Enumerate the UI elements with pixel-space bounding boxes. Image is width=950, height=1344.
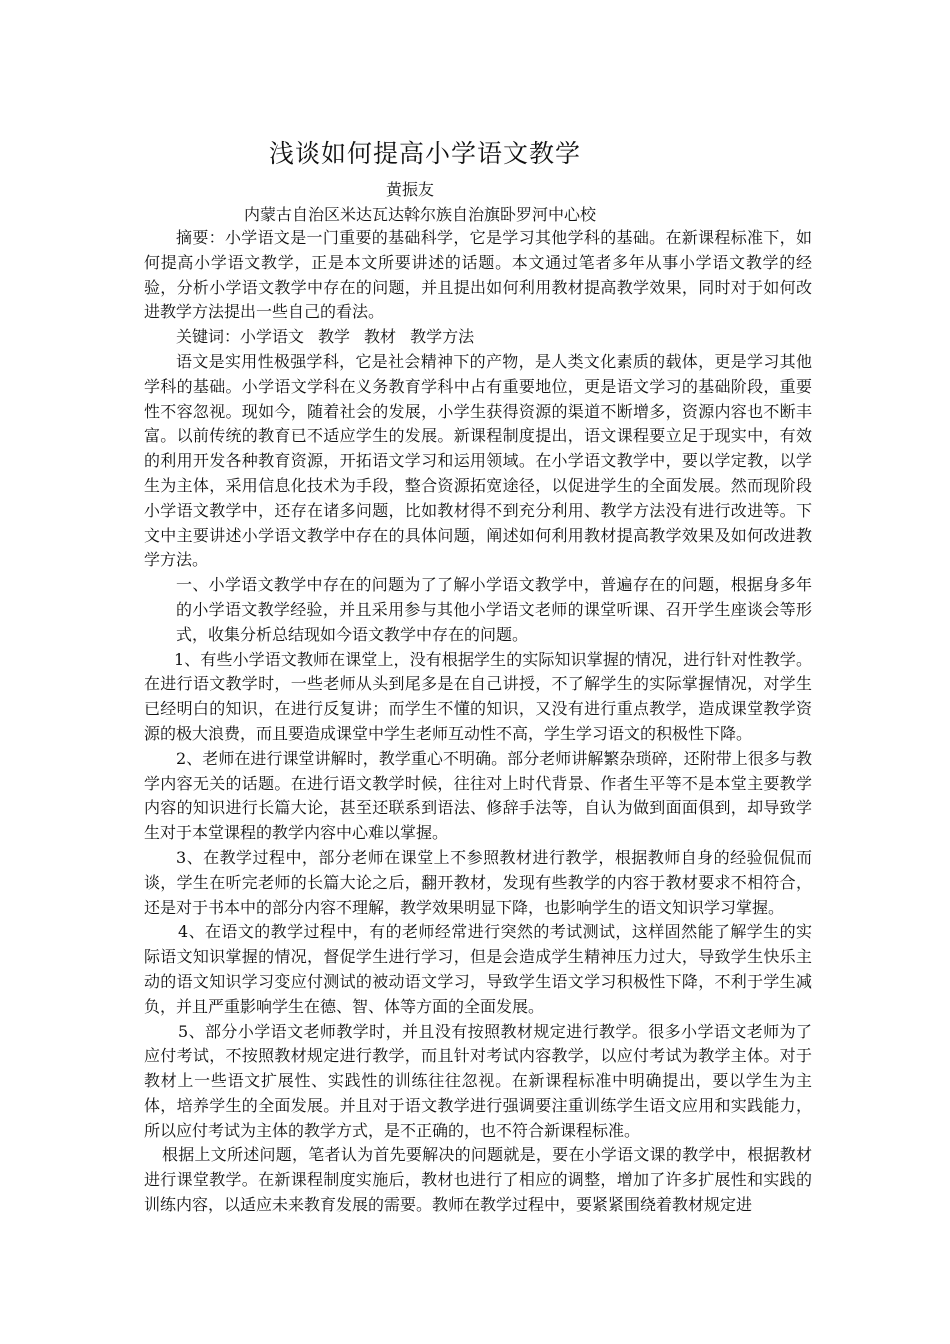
problem-item-3: 3、在教学过程中，部分老师在课堂上不参照教材进行教学，根据教师自身的经验侃侃而谈，学生在听完老师的长篇大论之后，翻开教材，发现有些教学的内容于教材要求不相符合，还是对于书本中的部分内容不理解，教学效果明显下降，也影响学生的语文知识学习掌握。	[144, 847, 812, 917]
intro-paragraph: 语文是实用性极强学科，它是社会精神下的产物，是人类文化素质的载体，更是学习其他学科的基础。小学语文学科在义务教育学科中占有重要地位，更是语文学习的基础阶段，重要性不容忽视。现如今，随着社会的发展，小学生获得资源的渠道不断增多，资源内容也不断丰富。以前传统的教育已不适应学生的发展。新课程制度提出，语文课程要立足于现实中，有效的利用开发各种教育资源，开拓语文学习和运用领域。在小学语文教学中，要以学定教，以学生为主体，采用信息化技术为手段，整合资源拓宽途径，以促进学生的全面发展。然而现阶段小学语文教学中，还存在诸多问题，比如教材得不到充分利用、教学方法没有进行改进等。下文中主要讲述小学语文教学中存在的具体问题，阐述如何利用教材提高教学效果及如何改进教学方法。	[144, 351, 812, 570]
problem-item-1: 1、有些小学语文教师在课堂上，没有根据学生的实际知识掌握的情况，进行针对性教学。在进行语文教学时，一些老师从头到尾多是在自己讲授，不了解学生的实际掌握情况，对学生已经明白的知识，在进行反复讲；而学生不懂的知识，又没有进行重点教学，造成课堂教学资源的极大浪费，而且要造成课堂中学生老师互动性不高，学生学习语文的积极性下降。	[144, 649, 812, 743]
author-name: 黄振友	[385, 180, 434, 199]
keyword: 小学语文	[240, 327, 305, 347]
abstract-paragraph: 摘要：小学语文是一门重要的基础科学，它是学习其他学科的基础。在新课程标准下，如何提高小学语文教学，正是本文所要讲述的话题。本文通过笔者多年从事小学语文教学的经验，分析小学语文教学中存在的问题，并且提出如何利用教材提高教学效果，同时对于如何改进教学方法提出一些自己的看法。	[144, 228, 812, 322]
keyword: 教学方法	[410, 327, 475, 347]
problem-item-4: 4、在语文的教学过程中，有的老师经常进行突然的考试测试，这样固然能了解学生的实际语文知识掌握的情况，督促学生进行学习，但是会造成学生精神压力过大，导致学生快乐主动的语文知识学习变应付测试的被动语文学习，导致学生语文学习积极性下降，不利于学生减负，并且严重影响学生在德、智、体等方面的全面发展。	[144, 922, 812, 1016]
problem-item-2: 2、老师在进行课堂讲解时，教学重心不明确。部分老师讲解繁杂琐碎，还附带上很多与教学内容无关的话题。在进行语文教学时候，往往对上时代背景、作者生平等不是本堂主要教学内容的知识进行长篇大论，甚至还联系到语法、修辞手法等，自认为做到面面俱到，却导致学生对于本堂课程的教学内容中心难以掌握。	[144, 748, 812, 843]
closing-paragraph: 根据上文所述问题，笔者认为首先要解决的问题就是，要在小学语文课的教学中，根据教材进行课堂教学。在新课程制度实施后，教材也进行了相应的调整，增加了许多扩展性和实践的训练内容，以适应未来教育发展的需要。教师在教学过程中，要紧紧围绕着教材规定进	[144, 1145, 812, 1215]
document-title: 浅谈如何提高小学语文教学	[268, 139, 581, 168]
document-body	[144, 226, 812, 1218]
keywords-label: 关键词：	[176, 327, 241, 347]
keyword: 教学	[318, 327, 351, 347]
problem-item-5: 5、部分小学语文老师教学时，并且没有按照教材规定进行教学。很多小学语文老师为了应付考试，不按照教材规定进行教学，而且针对考试内容教学，以应付考试为教学主体。对于教材上一些语文扩展性、实践性的训练往往忽视。在新课程标准中明确提出，要以学生为主体，培养学生的全面发展。并且对于语文教学进行强调要注重训练学生语文应用和实践能力，所以应付考试为主体的教学方式，是不正确的，也不符合新课程标准。	[144, 1021, 812, 1140]
keywords-line	[144, 325, 812, 350]
author-affiliation: 内蒙古自治区米达瓦达斡尔族自治旗卧罗河中心校	[243, 205, 596, 224]
section-heading-paragraph: 一、小学语文教学中存在的问题为了了解小学语文教学中，普遍存在的问题，根据身多年的小学语文教学经验，并且采用参与其他小学语文老师的课堂听课、召开学生座谈会等形式，收集分析总结现如今语文教学中存在的问题。	[176, 575, 812, 644]
keyword: 教材	[364, 327, 397, 347]
